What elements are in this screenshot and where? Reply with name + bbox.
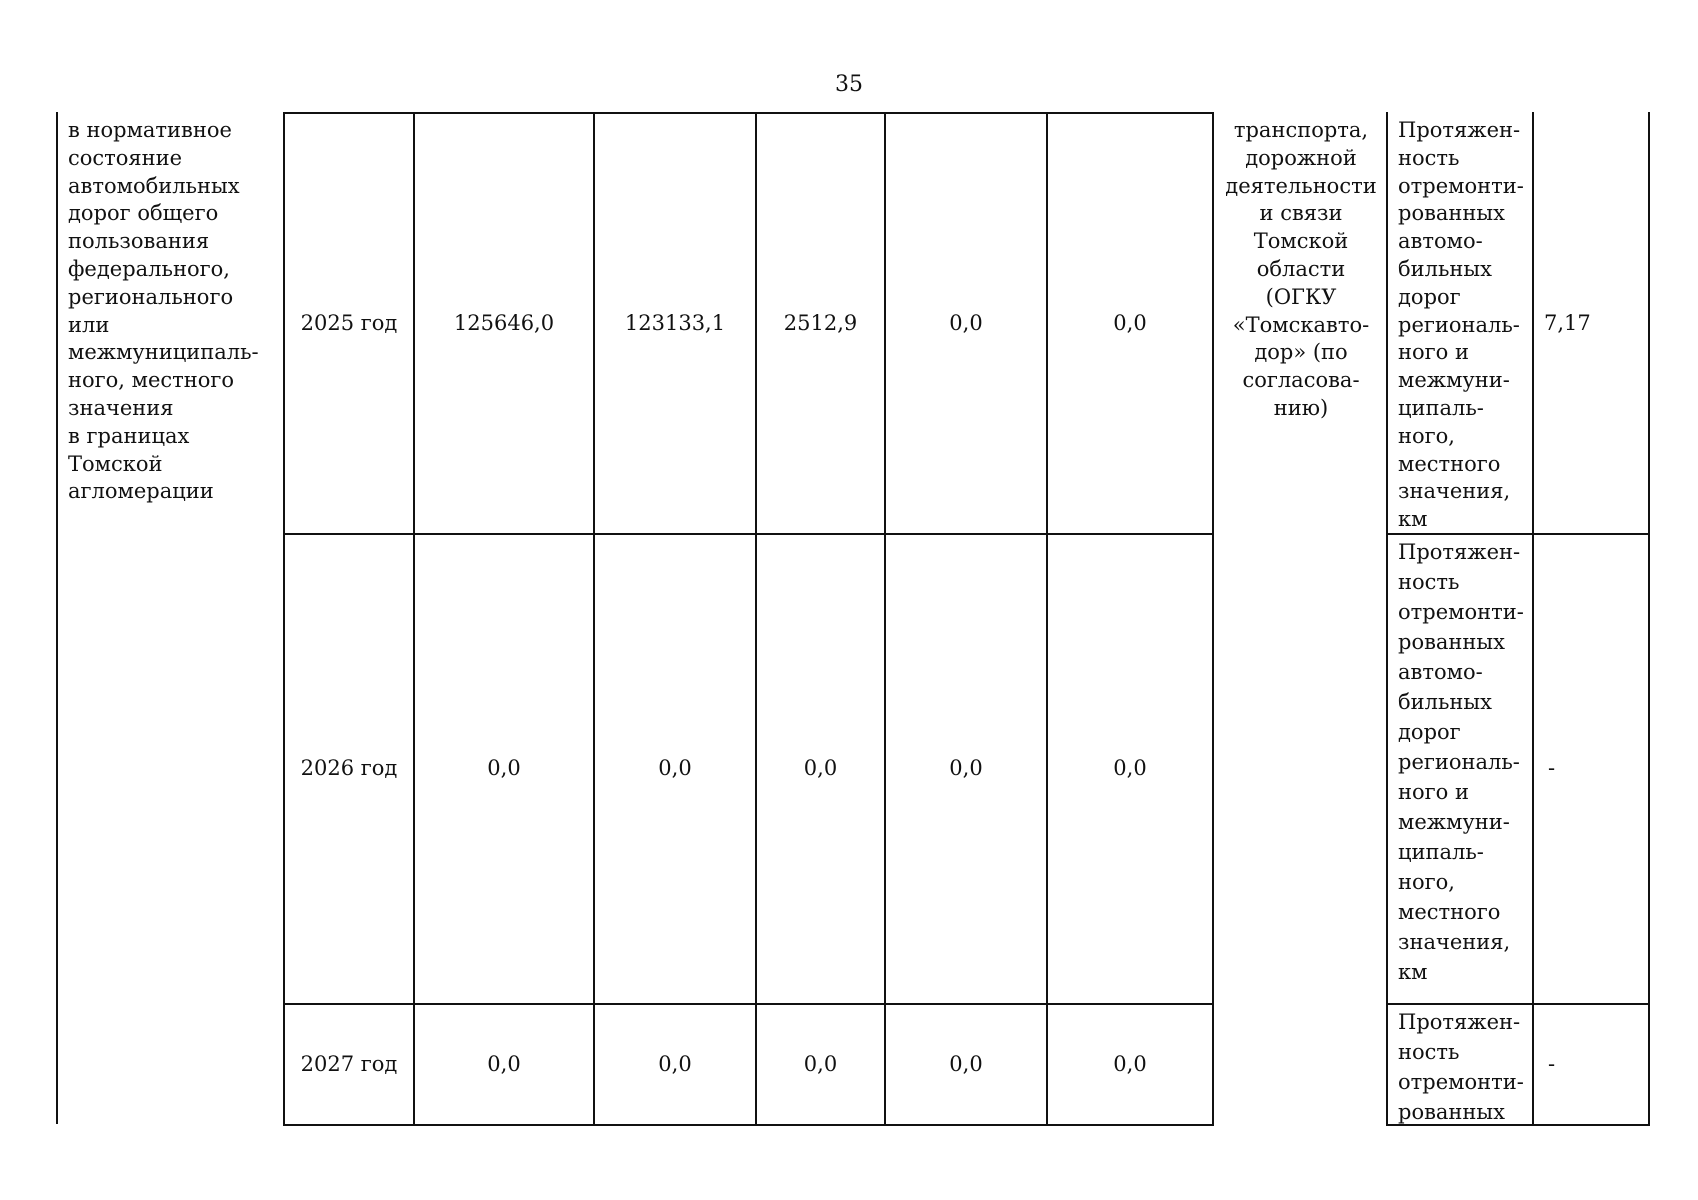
executor-line: деятельности — [1225, 173, 1377, 198]
indicator-line: Протяжен- — [1398, 118, 1521, 142]
executor — [1220, 117, 1382, 423]
executor-line: Томской — [1253, 229, 1349, 254]
description-line: значения — [68, 395, 174, 420]
description-line: в границах — [68, 423, 190, 448]
indicator-line: км — [1398, 507, 1428, 532]
indicator-line: ного и — [1398, 780, 1469, 804]
indicator-value: - — [1548, 756, 1556, 780]
regional-cell: 0,0 — [803, 1052, 838, 1076]
local-cell: 0,0 — [949, 311, 983, 335]
indicator-line: отремонти- — [1398, 1070, 1524, 1094]
year-cell: 2026 год — [300, 756, 398, 780]
description-line: пользования — [68, 229, 210, 254]
indicator-line: ного и — [1398, 340, 1469, 365]
executor-line: «Томскавто- — [1232, 312, 1370, 337]
indicator-line: ного, — [1398, 423, 1455, 448]
description-line: межмуниципаль- — [68, 340, 259, 365]
total-cell: 0,0 — [487, 1052, 521, 1076]
indicator-line: Протяжен- — [1398, 1010, 1521, 1034]
indicator-line: межмуни- — [1398, 810, 1510, 834]
executor-line: нию) — [1273, 395, 1329, 420]
executor-line: и связи — [1259, 201, 1343, 226]
indicator-line: дорог — [1398, 720, 1461, 744]
indicator-name — [1398, 117, 1532, 534]
other-cell: 0,0 — [1113, 756, 1147, 780]
indicator-name — [1398, 537, 1532, 987]
executor-line: (ОГКУ — [1265, 284, 1337, 309]
executor-line: согласова- — [1242, 368, 1360, 393]
indicator-line: автомо- — [1398, 229, 1483, 254]
description-line: федерального, — [68, 256, 230, 281]
indicator-line: бильных — [1398, 690, 1492, 714]
page-number: 35 — [835, 72, 863, 97]
indicator-line: рованных — [1398, 1100, 1505, 1124]
total-cell: 0,0 — [487, 756, 521, 780]
indicator-line: рованных — [1398, 630, 1505, 654]
indicator-line: значения, — [1398, 479, 1511, 504]
federal-cell: 123133,1 — [624, 311, 726, 335]
indicator-line: местного — [1398, 900, 1501, 924]
indicator-value: - — [1548, 1052, 1556, 1076]
indicator-line: отремонти- — [1398, 173, 1524, 198]
indicator-line: местного — [1398, 451, 1501, 476]
regional-cell: 0,0 — [803, 756, 838, 780]
indicator-line: дорог — [1398, 284, 1461, 309]
indicator-line: ность — [1398, 1040, 1460, 1064]
indicator-line: ность — [1398, 570, 1460, 594]
executor-line: дорожной — [1245, 145, 1357, 170]
indicator-line: бильных — [1398, 256, 1492, 281]
description-line: состояние — [68, 145, 183, 170]
indicator-line: км — [1398, 960, 1428, 984]
regional-cell: 2512,9 — [783, 311, 858, 335]
indicator-line: региональ- — [1398, 750, 1520, 774]
total-cell: 125646,0 — [453, 311, 555, 335]
description-line: в нормативное — [68, 118, 232, 142]
indicator-line: ципаль- — [1398, 395, 1484, 420]
year-cell: 2027 год — [300, 1052, 398, 1076]
indicator-name — [1398, 1007, 1532, 1127]
description-line: агломерации — [68, 479, 214, 504]
measure-description — [68, 117, 280, 506]
description-line: автомобильных — [68, 173, 240, 198]
indicator-line: отремонти- — [1398, 600, 1524, 624]
federal-cell: 0,0 — [658, 1052, 692, 1076]
year-cell: 2025 год — [300, 311, 398, 335]
other-cell: 0,0 — [1113, 1052, 1147, 1076]
indicator-line: ность — [1398, 145, 1460, 170]
indicator-line: ципаль- — [1398, 840, 1484, 864]
description-line: ного, местного — [68, 368, 235, 393]
federal-cell: 0,0 — [658, 756, 692, 780]
description-line: дорог общего — [68, 201, 219, 226]
other-cell: 0,0 — [1113, 311, 1147, 335]
indicator-line: межмуни- — [1398, 368, 1510, 393]
indicator-value: 7,17 — [1544, 311, 1591, 335]
local-cell: 0,0 — [949, 756, 983, 780]
executor-line: транспорта, — [1233, 118, 1369, 142]
indicator-line: рованных — [1398, 201, 1505, 226]
indicator-line: автомо- — [1398, 660, 1483, 684]
indicator-line: значения, — [1398, 930, 1511, 954]
executor-line: области — [1256, 256, 1346, 281]
description-line: Томской — [68, 451, 163, 476]
indicator-line: региональ- — [1398, 312, 1520, 337]
description-line: регионального или — [68, 284, 234, 337]
executor-line: дор» (по — [1254, 340, 1348, 365]
local-cell: 0,0 — [949, 1052, 983, 1076]
indicator-line: Протяжен- — [1398, 540, 1521, 564]
indicator-line: ного, — [1398, 870, 1455, 894]
